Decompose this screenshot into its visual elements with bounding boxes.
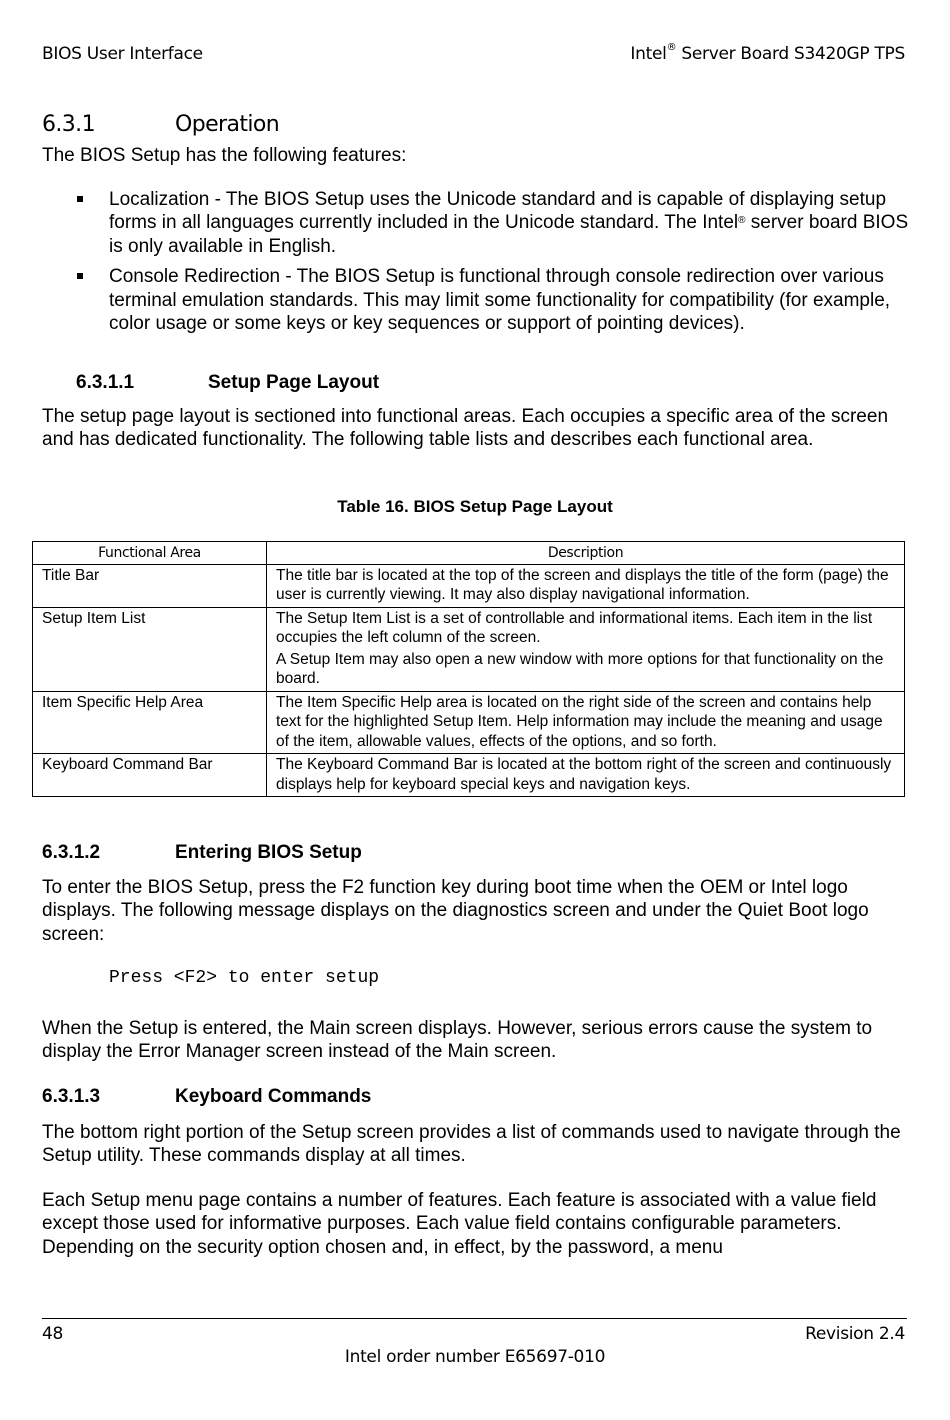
column-header: Description	[267, 542, 905, 565]
feature-list	[42, 188, 912, 342]
section-heading	[42, 112, 279, 137]
table-row	[33, 564, 905, 607]
square-bullet-icon	[77, 196, 83, 202]
area-cell: Item Specific Help Area	[33, 691, 267, 754]
revision-label: Revision 2.4	[805, 1324, 905, 1344]
table-header-row	[33, 542, 905, 565]
table-row	[33, 607, 905, 691]
area-cell: Setup Item List	[33, 607, 267, 691]
keyboard-paragraph-2: Each Setup menu page contains a number of features. Each feature is associated with a value field except those used for informative purposes. Each value field contains configurable parameters. Depending on the security option chosen and, in effect, by the password, a menu	[42, 1190, 877, 1258]
order-number: Intel order number E65697-010	[344, 1347, 606, 1367]
table-row	[33, 691, 905, 754]
table-row	[33, 754, 905, 797]
list-item: Localization - The BIOS Setup uses the Unicode standard and is capable of displaying setup forms in all languages currently included in the Unicode standard. The Intel® server board BIOS is only available in English.	[42, 188, 912, 258]
column-header: Functional Area	[33, 542, 267, 565]
description-cell: The Keyboard Command Bar is located at the bottom right of the screen and continuously displays help for keyboard special keys and navigation keys.	[267, 754, 905, 797]
square-bullet-icon	[77, 273, 83, 279]
table-caption: Table 16. BIOS Setup Page Layout	[337, 497, 613, 516]
section-title: Operation	[175, 112, 280, 137]
entering-paragraph: To enter the BIOS Setup, press the F2 function key during boot time when the OEM or Intel logo displays. The following message displays on the diagnostics screen and under the Quiet Boot logo screen:	[42, 877, 869, 945]
setup-layout-table	[32, 541, 905, 797]
area-cell: Title Bar	[33, 564, 267, 607]
entering-paragraph-2: When the Setup is entered, the Main screen displays. However, serious errors cause the system to display the Error Manager screen instead of the Main screen.	[42, 1018, 873, 1063]
layout-paragraph: The setup page layout is sectioned into functional areas. Each occupies a specific area of the screen and has dedicated functionality. The following table lists and describes each functional area.	[42, 406, 889, 451]
footer-divider	[42, 1318, 907, 1319]
setup-prompt-code: Press <F2> to enter setup	[109, 968, 380, 988]
description-cell: The Setup Item List is a set of controllable and informational items. Each item in the list occupies the left column of the screen. A Setup Item may also open a new window with more options for that functionality on the board.	[267, 607, 905, 691]
running-header-right: Intel® Server Board S3420GP TPS	[630, 42, 905, 64]
page-number: 48	[42, 1324, 64, 1344]
keyboard-paragraph: The bottom right portion of the Setup screen provides a list of commands used to navigate through the Setup utility. These commands display at all times.	[42, 1122, 901, 1167]
intro-paragraph: The BIOS Setup has the following features:	[42, 145, 407, 166]
description-cell: The title bar is located at the top of the screen and displays the title of the form (page) the user is currently viewing. It may also display navigational information.	[267, 564, 905, 607]
description-cell: The Item Specific Help area is located on the right side of the screen and contains help text for the highlighted Setup Item. Help information may include the meaning and usage of the item, allowable values, effects of the options, and so forth.	[267, 691, 905, 754]
running-header-left: BIOS User Interface	[42, 44, 203, 64]
section-number: 6.3.1	[42, 112, 95, 137]
list-item: Console Redirection - The BIOS Setup is functional through console redirection over various terminal emulation standards. This may limit some functionality for compatibility (for example, color usage or some keys or key sequences or support of pointing devices).	[42, 265, 912, 335]
area-cell: Keyboard Command Bar	[33, 754, 267, 797]
